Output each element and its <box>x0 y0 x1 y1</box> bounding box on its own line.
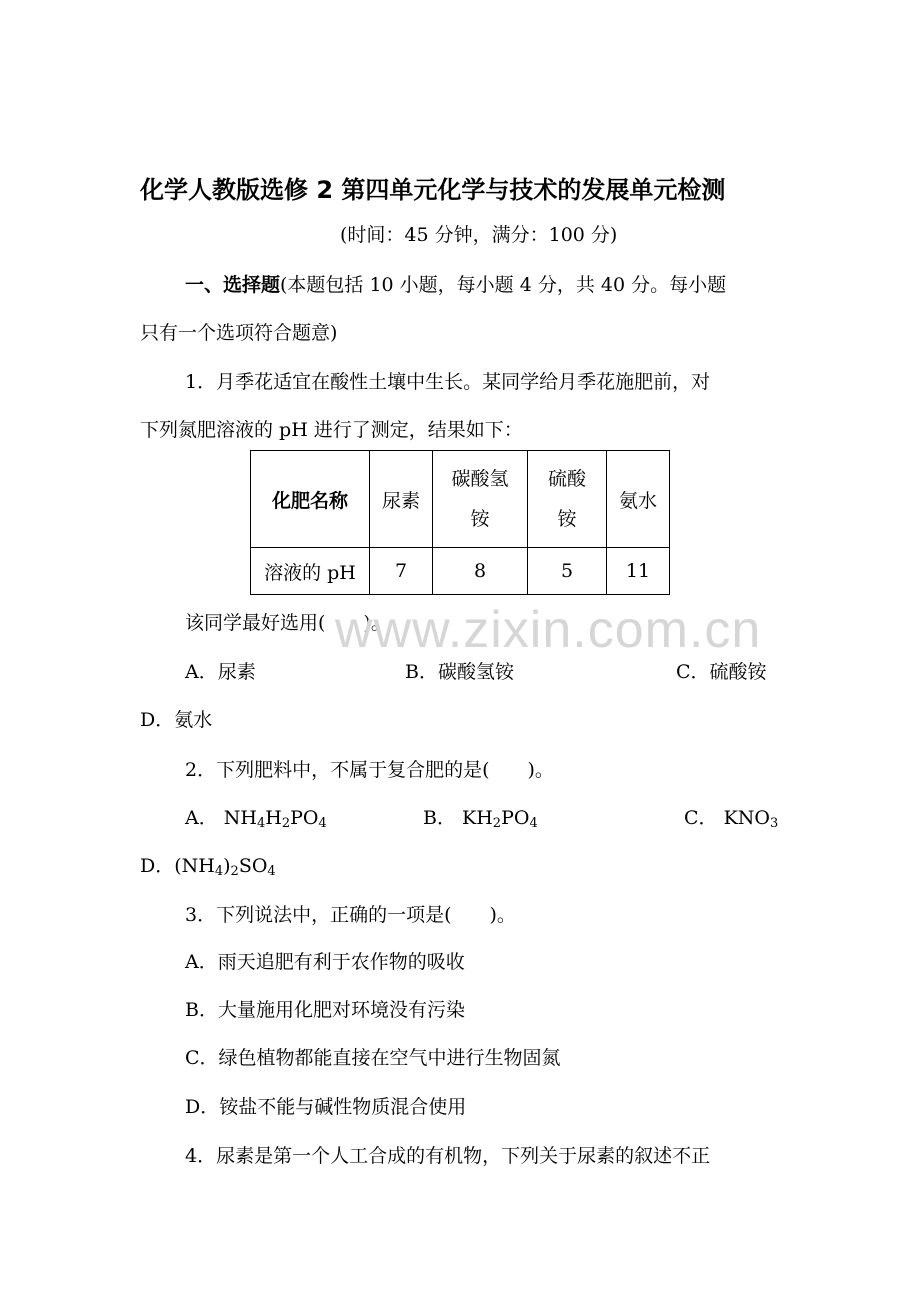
table-cell <box>433 451 528 548</box>
table-cell: 氨水 <box>607 451 670 548</box>
ph-table <box>250 450 670 595</box>
table-cell <box>528 451 607 548</box>
q2-stem: 2．下列肥料中，不属于复合肥的是( )。 <box>185 759 554 781</box>
q1-option-c: C．硫酸铵 <box>676 661 767 683</box>
table-cell: 5 <box>528 548 607 595</box>
q2-option-b: B． $KH_2PO_4$ <box>423 807 538 831</box>
table-header-cell: 溶液的 pH <box>251 548 370 595</box>
q1-option-a: A．尿素 <box>185 661 256 683</box>
table-header-cell: 化肥名称 <box>251 451 370 548</box>
section-description-cont: 只有一个选项符合题意) <box>140 322 338 344</box>
table-cell: 11 <box>607 548 670 595</box>
exam-time-score: (时间：45 分钟，满分：100 分) <box>340 224 618 246</box>
q1-stem-line1: 1．月季花适宜在酸性土壤中生长。某同学给月季花施肥前，对 <box>185 371 711 393</box>
q2-option-c: C． $KNO_3$ <box>684 807 779 831</box>
section-label: 一、选择题 <box>185 274 281 296</box>
document-title: 化学人教版选修 2 第四单元化学与技术的发展单元检测 <box>140 176 726 204</box>
q1-option-b: B．碳酸氢铵 <box>405 661 514 683</box>
q3-stem: 3．下列说法中，正确的一项是( )。 <box>185 904 516 926</box>
q3-option-c: C．绿色植物都能直接在空气中进行生物固氮 <box>185 1047 561 1069</box>
table-cell-text: 碳酸氢 <box>451 468 509 490</box>
section-heading <box>185 270 726 297</box>
table-cell: 8 <box>433 548 528 595</box>
q2-option-a: A． $NH_4H_2PO_4$ <box>185 807 327 831</box>
section-description: (本题包括 10 小题，每小题 4 分，共 40 分。每小题 <box>280 274 727 296</box>
table-cell: 尿素 <box>370 451 433 548</box>
q1-prompt: 该同学最好选用( )。 <box>185 612 390 634</box>
q1-option-d: D．氨水 <box>140 709 213 731</box>
q3-option-a: A．雨天追肥有利于农作物的吸收 <box>185 951 465 973</box>
table-cell-text: 铵 <box>557 508 577 530</box>
table-row <box>251 548 670 595</box>
watermark: www.zixin.com.cn <box>335 601 762 659</box>
table-cell: 7 <box>370 548 433 595</box>
table-cell-text: 铵 <box>470 508 490 530</box>
q3-option-b: B．大量施用化肥对环境没有污染 <box>185 999 465 1021</box>
q2-option-d: D．$(NH_4)_2SO_4$ <box>140 855 276 879</box>
q3-option-d: D．铵盐不能与碱性物质混合使用 <box>185 1096 467 1118</box>
table-cell-text: 硫酸 <box>547 468 586 490</box>
q1-stem-line2: 下列氮肥溶液的 pH 进行了测定，结果如下： <box>140 419 523 441</box>
q4-stem-line1: 4．尿素是第一个人工合成的有机物，下列关于尿素的叙述不正 <box>185 1145 711 1167</box>
table-row <box>251 451 670 548</box>
